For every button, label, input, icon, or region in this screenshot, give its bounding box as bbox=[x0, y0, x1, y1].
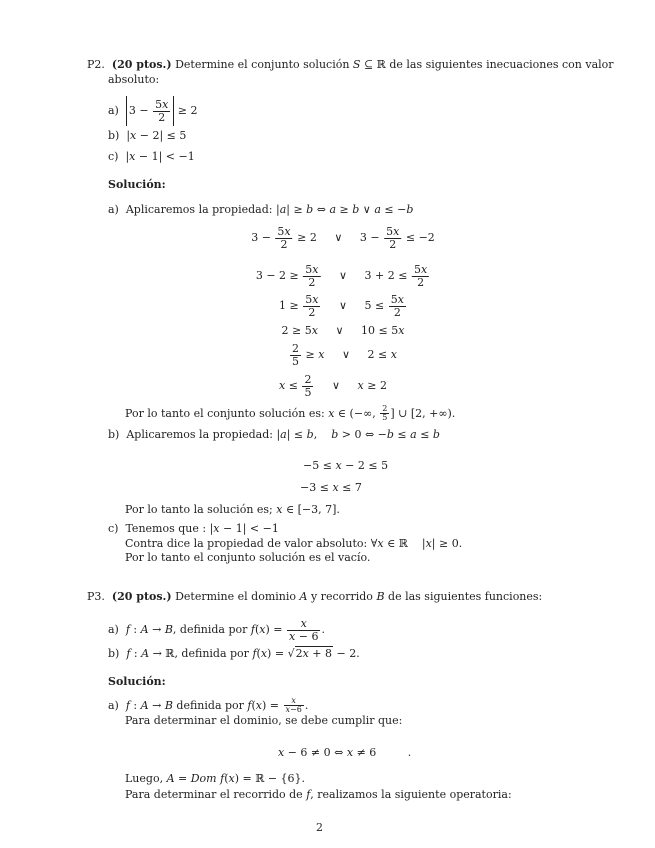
p2-sol-c-line-3: Por lo tanto el conjunto solución es el vacío. bbox=[125, 551, 371, 564]
p3-prompt: P3. (20 ptos.) Determine el dominio A y recorrido B de las siguientes funciones: bbox=[87, 590, 543, 603]
p2-solution-title: Solución: bbox=[108, 178, 166, 191]
p3-item-a: a) f : A → B, definida por f(x) = $\frac{x}{x - 6}$ . bbox=[108, 617, 325, 643]
p3-sol-a-line-2: Para determinar el dominio, se debe cumplir que: bbox=[125, 714, 403, 727]
p2-sol-a-intro: a) Aplicaremos la propiedad: |a| ≥ b ⇔ a ≥ b ∨ a ≤ −b bbox=[108, 203, 414, 216]
p2-item-a: a) 3 − $\frac{5x}{2}$ ≥ 2 bbox=[108, 96, 198, 126]
p3-sol-a-line-1: a) f : A → B definida por f(x) = $\frac{x}{x-6}$ . bbox=[108, 696, 309, 715]
p3-sol-a-line-4: Para determinar el recorrido de f, realizamos la siguiente operatoria: bbox=[125, 788, 512, 801]
p3-number: P3. bbox=[87, 590, 105, 603]
p2-sol-a-step-2: 3 − 2 ≥ $\frac{5x}{2}$ ∨ 3 + 2 ≤ $\frac{5x}{2}$ bbox=[255, 263, 428, 289]
p2-sol-a-step-4: 2 ≥ 5x ∨ 10 ≤ 5x bbox=[281, 324, 405, 337]
page-number: 2 bbox=[316, 821, 323, 834]
p3-points: (20 ptos.) bbox=[111, 590, 172, 603]
p2-sol-a-step-5: $\frac{2}{5}$ ≥ x ∨ 2 ≤ x bbox=[292, 342, 397, 368]
p2-sol-a-step-1: 3 − $\frac{5x}{2}$ ≥ 2 ∨ 3 − $\frac{5x}{2}$ ≤ −2 bbox=[251, 225, 435, 251]
p2-sol-b-conclusion: Por lo tanto la solución es; x ∈ [−3, 7]. bbox=[125, 503, 340, 516]
p2-sol-a-conclusion: Por lo tanto el conjunto solución es: x ∈ (−∞, $\frac{2}{5}$ ] ∪ [2, +∞). bbox=[125, 404, 456, 423]
p2-prompt-line-1: P2. (20 ptos.) Determine el conjunto solución S ⊆ ℝ de las siguientes inecuaciones con valor bbox=[87, 58, 614, 71]
p3-solution-title: Solución: bbox=[108, 675, 166, 688]
p2-sol-a-step-3: 1 ≥ $\frac{5x}{2}$ ∨ 5 ≤ $\frac{5x}{2}$ bbox=[279, 293, 404, 319]
p3-sol-a-luego: Luego, A = Dom f(x) = ℝ − {6}. bbox=[125, 772, 306, 785]
p2-sol-c-line-2: Contra dice la propiedad de valor absoluto: ∀x ∈ ℝ |x| ≥ 0. bbox=[125, 537, 463, 550]
p3-item-b: b) f : A → ℝ, definida por f(x) = √2x + 8 − 2. bbox=[108, 647, 360, 660]
p2-item-b: b) |x − 2| ≤ 5 bbox=[108, 129, 187, 142]
p2-prompt-a: Determine el conjunto solución bbox=[175, 58, 350, 71]
p2-prompt-b: de las siguientes inecuaciones con valor bbox=[389, 58, 614, 71]
p2-sol-b-intro: b) Aplicaremos la propiedad: |a| ≤ b, b > 0 ⇔ −b ≤ a ≤ b bbox=[108, 428, 440, 441]
p2-prompt-line-2: absoluto: bbox=[108, 73, 160, 86]
p2-points: (20 ptos.) bbox=[111, 58, 172, 71]
p2-sol-b-step-2: −3 ≤ x ≤ 7 bbox=[300, 481, 362, 494]
p2-sol-b-step-1: −5 ≤ x − 2 ≤ 5 bbox=[303, 459, 389, 472]
p2-sol-c-line-1: c) Tenemos que : |x − 1| < −1 bbox=[108, 522, 279, 535]
p3-sol-a-domain-condition: x − 6 ≠ 0 ⇔ x ≠ 6 . bbox=[278, 746, 412, 759]
p2-sol-a-step-6: x ≤ $\frac{2}{5}$ ∨ x ≥ 2 bbox=[279, 373, 387, 399]
p2-number: P2. bbox=[87, 58, 105, 71]
p2-item-c: c) |x − 1| < −1 bbox=[108, 150, 195, 163]
